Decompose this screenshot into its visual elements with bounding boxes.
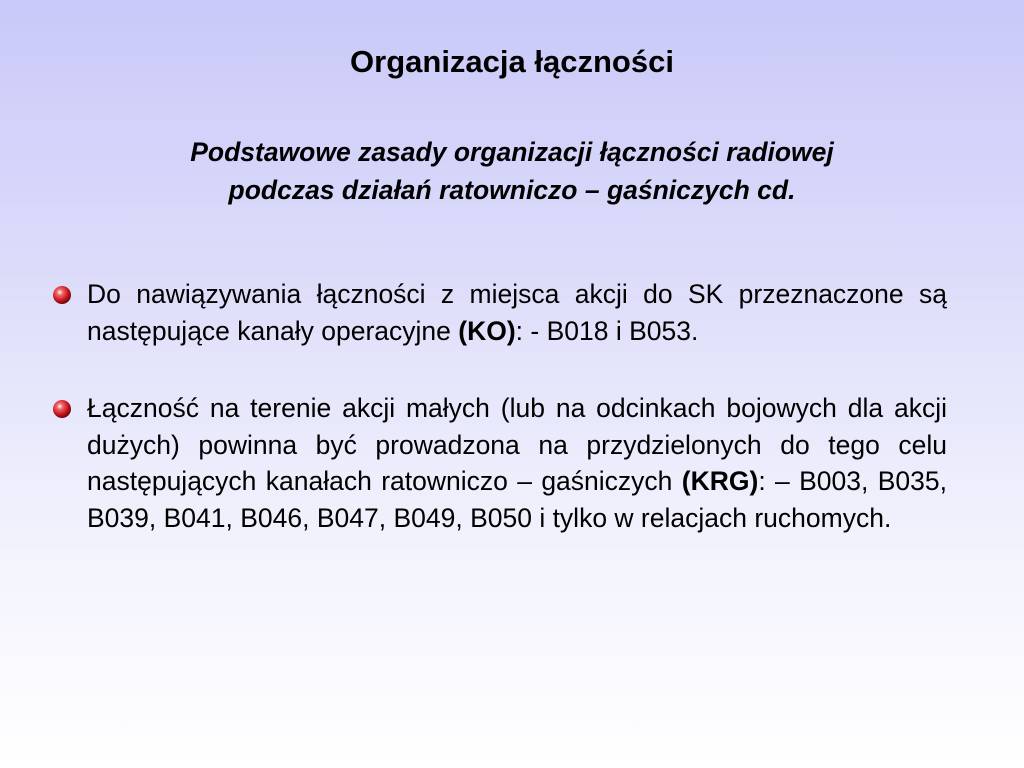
bullet-bold-term: (KO) (458, 315, 516, 346)
subtitle-line-2: podczas działań ratowniczo – gaśniczych cd. (228, 175, 796, 205)
bullet-text-part: Łączność na terenie akcji małych (lub na odcinkach bojowych dla akcji dużych) powinna być prowadzona na przydzielonych do tego celu następujących kanałach ratowniczo – gaśniczych (87, 393, 947, 496)
bullet-text-part: Do nawiązywania łączności z miejsca akcji do SK przeznaczone są następujące kanały operacyjne (87, 279, 947, 346)
red-sphere-icon (52, 285, 72, 305)
red-sphere-icon (52, 399, 72, 419)
slide-subtitle (60, 133, 964, 209)
bullet-text (87, 279, 947, 346)
bullet-text (87, 393, 947, 533)
bullet-list (50, 276, 947, 536)
bullet-bold-term: (KRG) (681, 466, 759, 496)
slide-title: Organizacja łączności (350, 44, 674, 79)
bullet-text-part: : - B018 i B053. (515, 315, 699, 346)
bullet-item (50, 390, 947, 536)
bullet-item (50, 276, 947, 349)
bullet-text-part: : – B003, B035, B039, B041, B046, B047, B049, B050 i tylko w relacjach ruchomych. (87, 466, 947, 533)
subtitle-line-1: Podstawowe zasady organizacji łączności radiowej (190, 137, 834, 167)
